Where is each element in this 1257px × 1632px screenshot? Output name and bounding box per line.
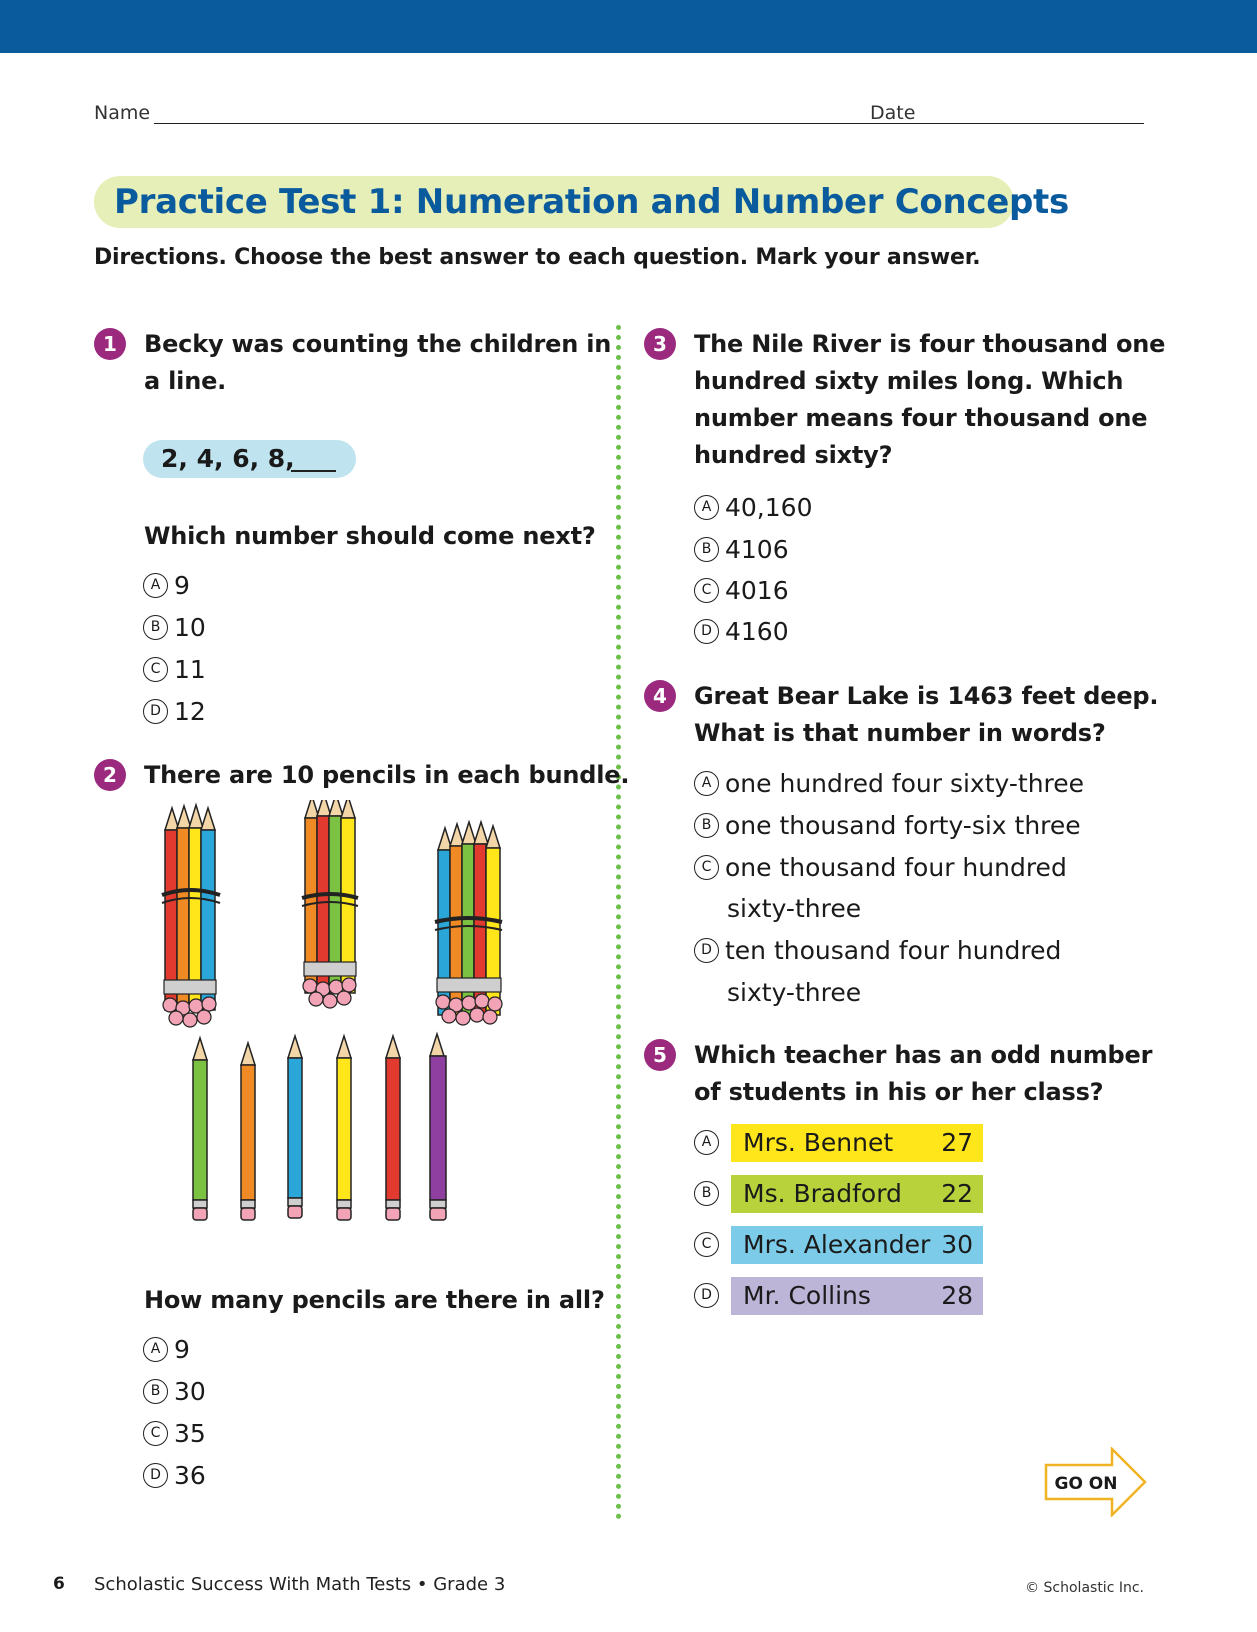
q1-choice-a[interactable] — [143, 570, 190, 602]
q3-choice-a[interactable] — [694, 492, 812, 524]
question-1-line-1: Becky was counting the children in — [144, 330, 612, 358]
q4-choice-a[interactable] — [694, 768, 1084, 800]
answer-bubble[interactable]: C — [694, 855, 719, 880]
student-count: 30 — [941, 1230, 973, 1259]
question-3-line: hundred sixty? — [694, 441, 893, 469]
pencils-illustration — [150, 800, 550, 1270]
choice-text: 35 — [174, 1419, 206, 1448]
student-count: 22 — [941, 1179, 973, 1208]
answer-bubble[interactable]: D — [694, 1283, 719, 1308]
q2-choice-b[interactable] — [143, 1376, 206, 1408]
q4-choice-b[interactable] — [694, 810, 1081, 842]
answer-bubble[interactable]: B — [143, 1379, 168, 1404]
answer-bubble[interactable]: C — [694, 1232, 719, 1257]
question-5-line: of students in his or her class? — [694, 1078, 1104, 1106]
teacher-row-collins — [731, 1277, 983, 1315]
choice-text: 9 — [174, 571, 190, 600]
q4-choice-d-continued: sixty-three — [727, 978, 862, 1007]
teacher-row-bennet — [731, 1124, 983, 1162]
directions: Directions. Choose the best answer to each question. Mark your answer. — [94, 245, 981, 270]
question-3-text — [694, 326, 1165, 474]
q1-choice-b[interactable] — [143, 612, 206, 644]
column-divider — [616, 325, 621, 1520]
teacher-row-bradford — [731, 1175, 983, 1213]
q3-choice-b[interactable] — [694, 534, 789, 566]
q4-choice-d[interactable] — [694, 935, 1061, 967]
answer-bubble[interactable]: C — [143, 1421, 168, 1446]
question-2-number: 2 — [94, 759, 126, 791]
answer-bubble[interactable]: A — [694, 771, 719, 796]
question-1-number: 1 — [94, 328, 126, 360]
question-4-line-1 — [694, 678, 1158, 715]
question-5-text — [694, 1037, 1152, 1111]
question-4-text-part: Great Bear Lake is — [694, 682, 948, 710]
answer-bubble[interactable]: A — [694, 495, 719, 520]
answer-bubble[interactable]: D — [694, 619, 719, 644]
teacher-name: Mrs. Alexander — [743, 1230, 931, 1259]
answer-bubble[interactable]: D — [143, 699, 168, 724]
loose-pencils — [193, 1034, 446, 1220]
question-1-text — [144, 326, 611, 400]
choice-text: 4016 — [725, 576, 789, 605]
question-4-text-part: feet deep. — [1013, 682, 1159, 710]
page-title: Practice Test 1: Numeration and Number Concepts — [114, 182, 1069, 222]
q4-choice-c-continued: sixty-three — [727, 894, 862, 923]
teacher-name: Ms. Bradford — [743, 1179, 902, 1208]
answer-bubble[interactable]: B — [694, 537, 719, 562]
name-date-row — [94, 96, 1144, 126]
answer-bubble[interactable]: B — [694, 1181, 719, 1206]
choice-text: 11 — [174, 655, 206, 684]
answer-bubble[interactable]: C — [694, 578, 719, 603]
q5-choice-b[interactable] — [694, 1178, 725, 1210]
q5-choice-a[interactable] — [694, 1127, 725, 1159]
choice-text: 10 — [174, 613, 206, 642]
number-sequence — [143, 440, 356, 478]
question-4-bold-number: 1463 — [947, 682, 1014, 710]
teacher-name: Mrs. Bennet — [743, 1128, 894, 1157]
choice-text: one thousand forty-six three — [725, 811, 1081, 840]
choice-text: 36 — [174, 1461, 206, 1490]
page-number: 6 — [53, 1574, 65, 1594]
choice-text: 4106 — [725, 535, 789, 564]
copyright: © Scholastic Inc. — [1025, 1580, 1144, 1596]
sequence-text: 2, 4, 6, 8, — [161, 444, 295, 473]
question-2-text — [144, 757, 629, 794]
title-banner — [94, 176, 1069, 228]
question-2-bold-number: 10 — [280, 761, 314, 789]
date-field[interactable] — [920, 123, 1144, 124]
name-label: Name — [94, 102, 151, 124]
question-4-line-2: What is that number in words? — [694, 719, 1106, 747]
question-3-line: number means four thousand one — [694, 404, 1148, 432]
question-2-text-part: There are — [144, 761, 281, 789]
choice-text: 40,160 — [725, 493, 813, 522]
q1-choice-d[interactable] — [143, 696, 206, 728]
answer-bubble[interactable]: A — [143, 573, 168, 598]
question-3-line: hundred sixty miles long. Which — [694, 367, 1124, 395]
go-on-label: GO ON — [1054, 1474, 1118, 1494]
q2-choice-c[interactable] — [143, 1418, 206, 1450]
answer-bubble[interactable]: A — [143, 1337, 168, 1362]
pencil-bundle-2 — [302, 800, 358, 1008]
name-field[interactable] — [154, 123, 949, 124]
choice-text: 4160 — [725, 617, 789, 646]
question-4-text — [694, 678, 1158, 752]
question-5-number: 5 — [644, 1039, 676, 1071]
question-2-text-part: pencils in each bundle. — [313, 761, 630, 789]
go-on-arrow-icon[interactable] — [1044, 1447, 1147, 1517]
question-3-line: The Nile River is four thousand one — [694, 330, 1166, 358]
date-label: Date — [870, 102, 916, 124]
teacher-name: Mr. Collins — [743, 1281, 871, 1310]
q3-choice-c[interactable] — [694, 575, 789, 607]
answer-bubble[interactable]: B — [694, 813, 719, 838]
choice-text: ten thousand four hundred — [725, 936, 1062, 965]
answer-bubble[interactable]: D — [143, 1463, 168, 1488]
q1-choice-c[interactable] — [143, 654, 206, 686]
sequence-blank — [291, 470, 336, 472]
q3-choice-d[interactable] — [694, 616, 789, 648]
choice-text: one thousand four hundred — [725, 853, 1067, 882]
question-4-number: 4 — [644, 680, 676, 712]
top-banner — [0, 0, 1257, 53]
question-1-prompt: Which number should come next? — [144, 522, 596, 550]
book-title: Scholastic Success With Math Tests • Grade 3 — [94, 1574, 506, 1595]
q2-choice-d[interactable] — [143, 1460, 206, 1492]
student-count: 27 — [941, 1128, 973, 1157]
choice-text: 30 — [174, 1377, 206, 1406]
question-1-line-2: a line. — [144, 367, 227, 395]
q5-choice-c[interactable] — [694, 1229, 725, 1261]
q4-choice-c[interactable] — [694, 852, 1067, 884]
pencil-bundle-3 — [435, 822, 502, 1025]
teacher-row-alexander — [731, 1226, 983, 1264]
answer-bubble[interactable]: C — [143, 657, 168, 682]
answer-bubble[interactable]: D — [694, 938, 719, 963]
question-2-prompt: How many pencils are there in all? — [144, 1286, 605, 1314]
choice-text: 9 — [174, 1335, 190, 1364]
question-3-number: 3 — [644, 328, 676, 360]
pencil-bundle-1 — [162, 805, 220, 1027]
student-count: 28 — [941, 1281, 973, 1310]
q5-choice-d[interactable] — [694, 1280, 725, 1312]
choice-text: one hundred four sixty-three — [725, 769, 1085, 798]
q2-choice-a[interactable] — [143, 1334, 190, 1366]
answer-bubble[interactable]: A — [694, 1130, 719, 1155]
answer-bubble[interactable]: B — [143, 615, 168, 640]
choice-text: 12 — [174, 697, 206, 726]
question-5-line: Which teacher has an odd number — [694, 1041, 1153, 1069]
